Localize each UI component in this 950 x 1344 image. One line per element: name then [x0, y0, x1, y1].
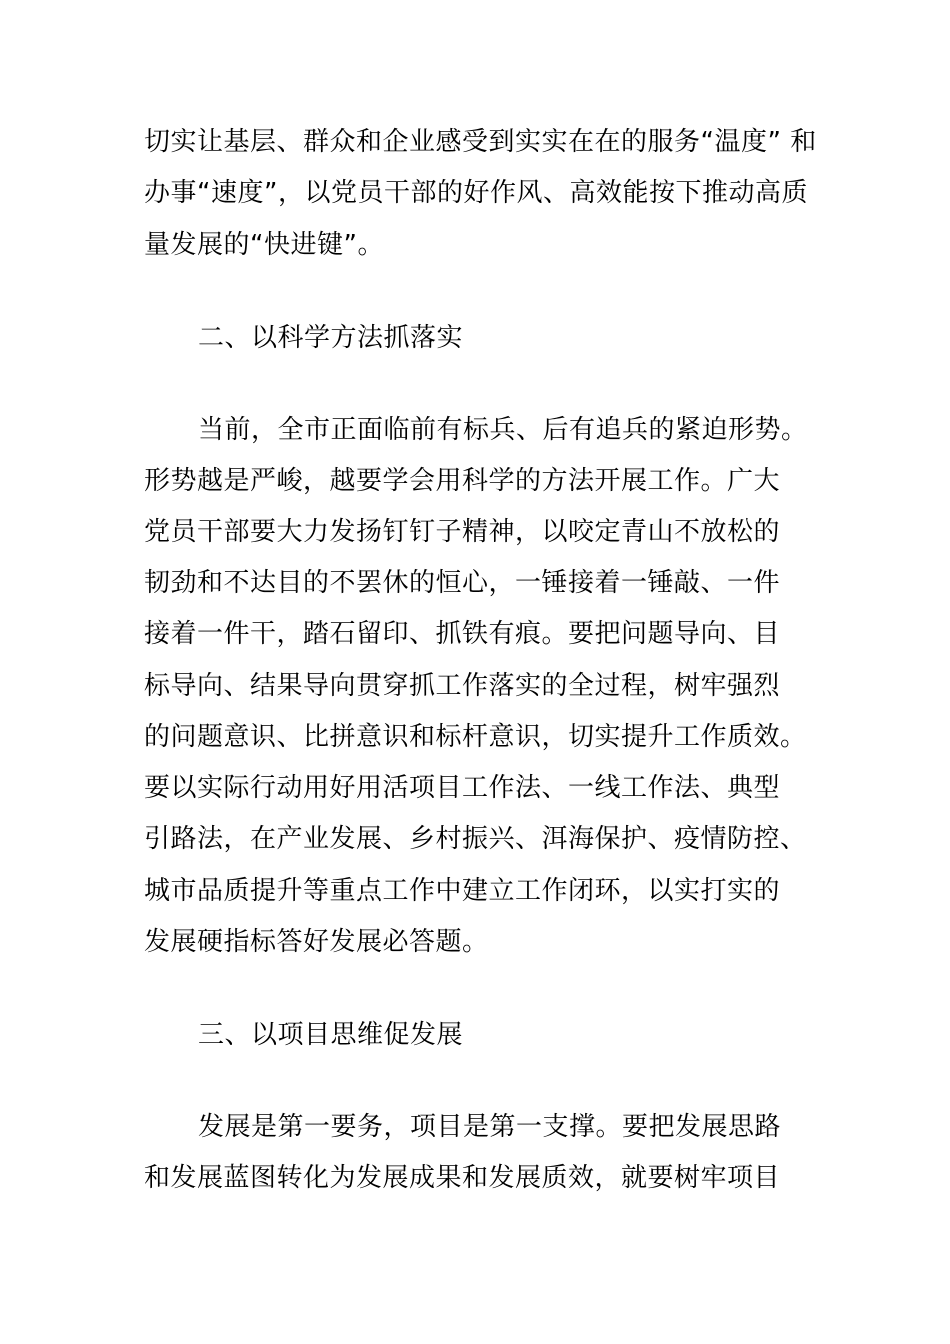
paragraph-2-line-1: 当前，全市正面临前有标兵、后有追兵的紧迫形势。 [198, 415, 808, 445]
paragraph-1-line-1: 切实让基层、群众和企业感受到实实在在的服务“温度” 和 [144, 127, 817, 157]
paragraph-2-line-7: 的问题意识、比拼意识和标杆意识，切实提升工作质效。 [144, 722, 807, 752]
paragraph-1-line-3: 量发展的“快进键”。 [144, 230, 384, 260]
paragraph-2-line-5: 接着一件干，踏石留印、抓铁有痕。要把问题导向、目 [144, 619, 781, 649]
section-heading-3: 三、以项目思维促发展 [198, 1020, 464, 1050]
paragraph-2-line-4: 韧劲和不达目的不罢休的恒心，一锤接着一锤敲、一件 [144, 568, 781, 598]
paragraph-2-line-2: 形势越是严峻，越要学会用科学的方法开展工作。广大 [144, 466, 781, 496]
paragraph-2-line-10: 城市品质提升等重点工作中建立工作闭环，以实打实的 [144, 876, 781, 906]
paragraph-2-line-11: 发展硬指标答好发展必答题。 [144, 927, 489, 957]
paragraph-2-line-9: 引路法，在产业发展、乡村振兴、洱海保护、疫情防控、 [144, 824, 807, 854]
paragraph-3-line-1: 发展是第一要务，项目是第一支撑。要把发展思路 [198, 1112, 782, 1142]
section-heading-2: 二、以科学方法抓落实 [198, 323, 464, 353]
paragraph-2-line-6: 标导向、结果导向贯穿抓工作落实的全过程，树牢强烈 [144, 671, 781, 701]
paragraph-2-line-8: 要以实际行动用好用活项目工作法、一线工作法、典型 [144, 773, 781, 803]
paragraph-3-line-2: 和发展蓝图转化为发展成果和发展质效，就要树牢项目 [144, 1163, 781, 1193]
paragraph-2-line-3: 党员干部要大力发扬钉钉子精神，以咬定青山不放松的 [144, 517, 781, 547]
paragraph-1-line-2: 办事“速度”，以党员干部的好作风、高效能按下推动高质 [144, 178, 808, 208]
